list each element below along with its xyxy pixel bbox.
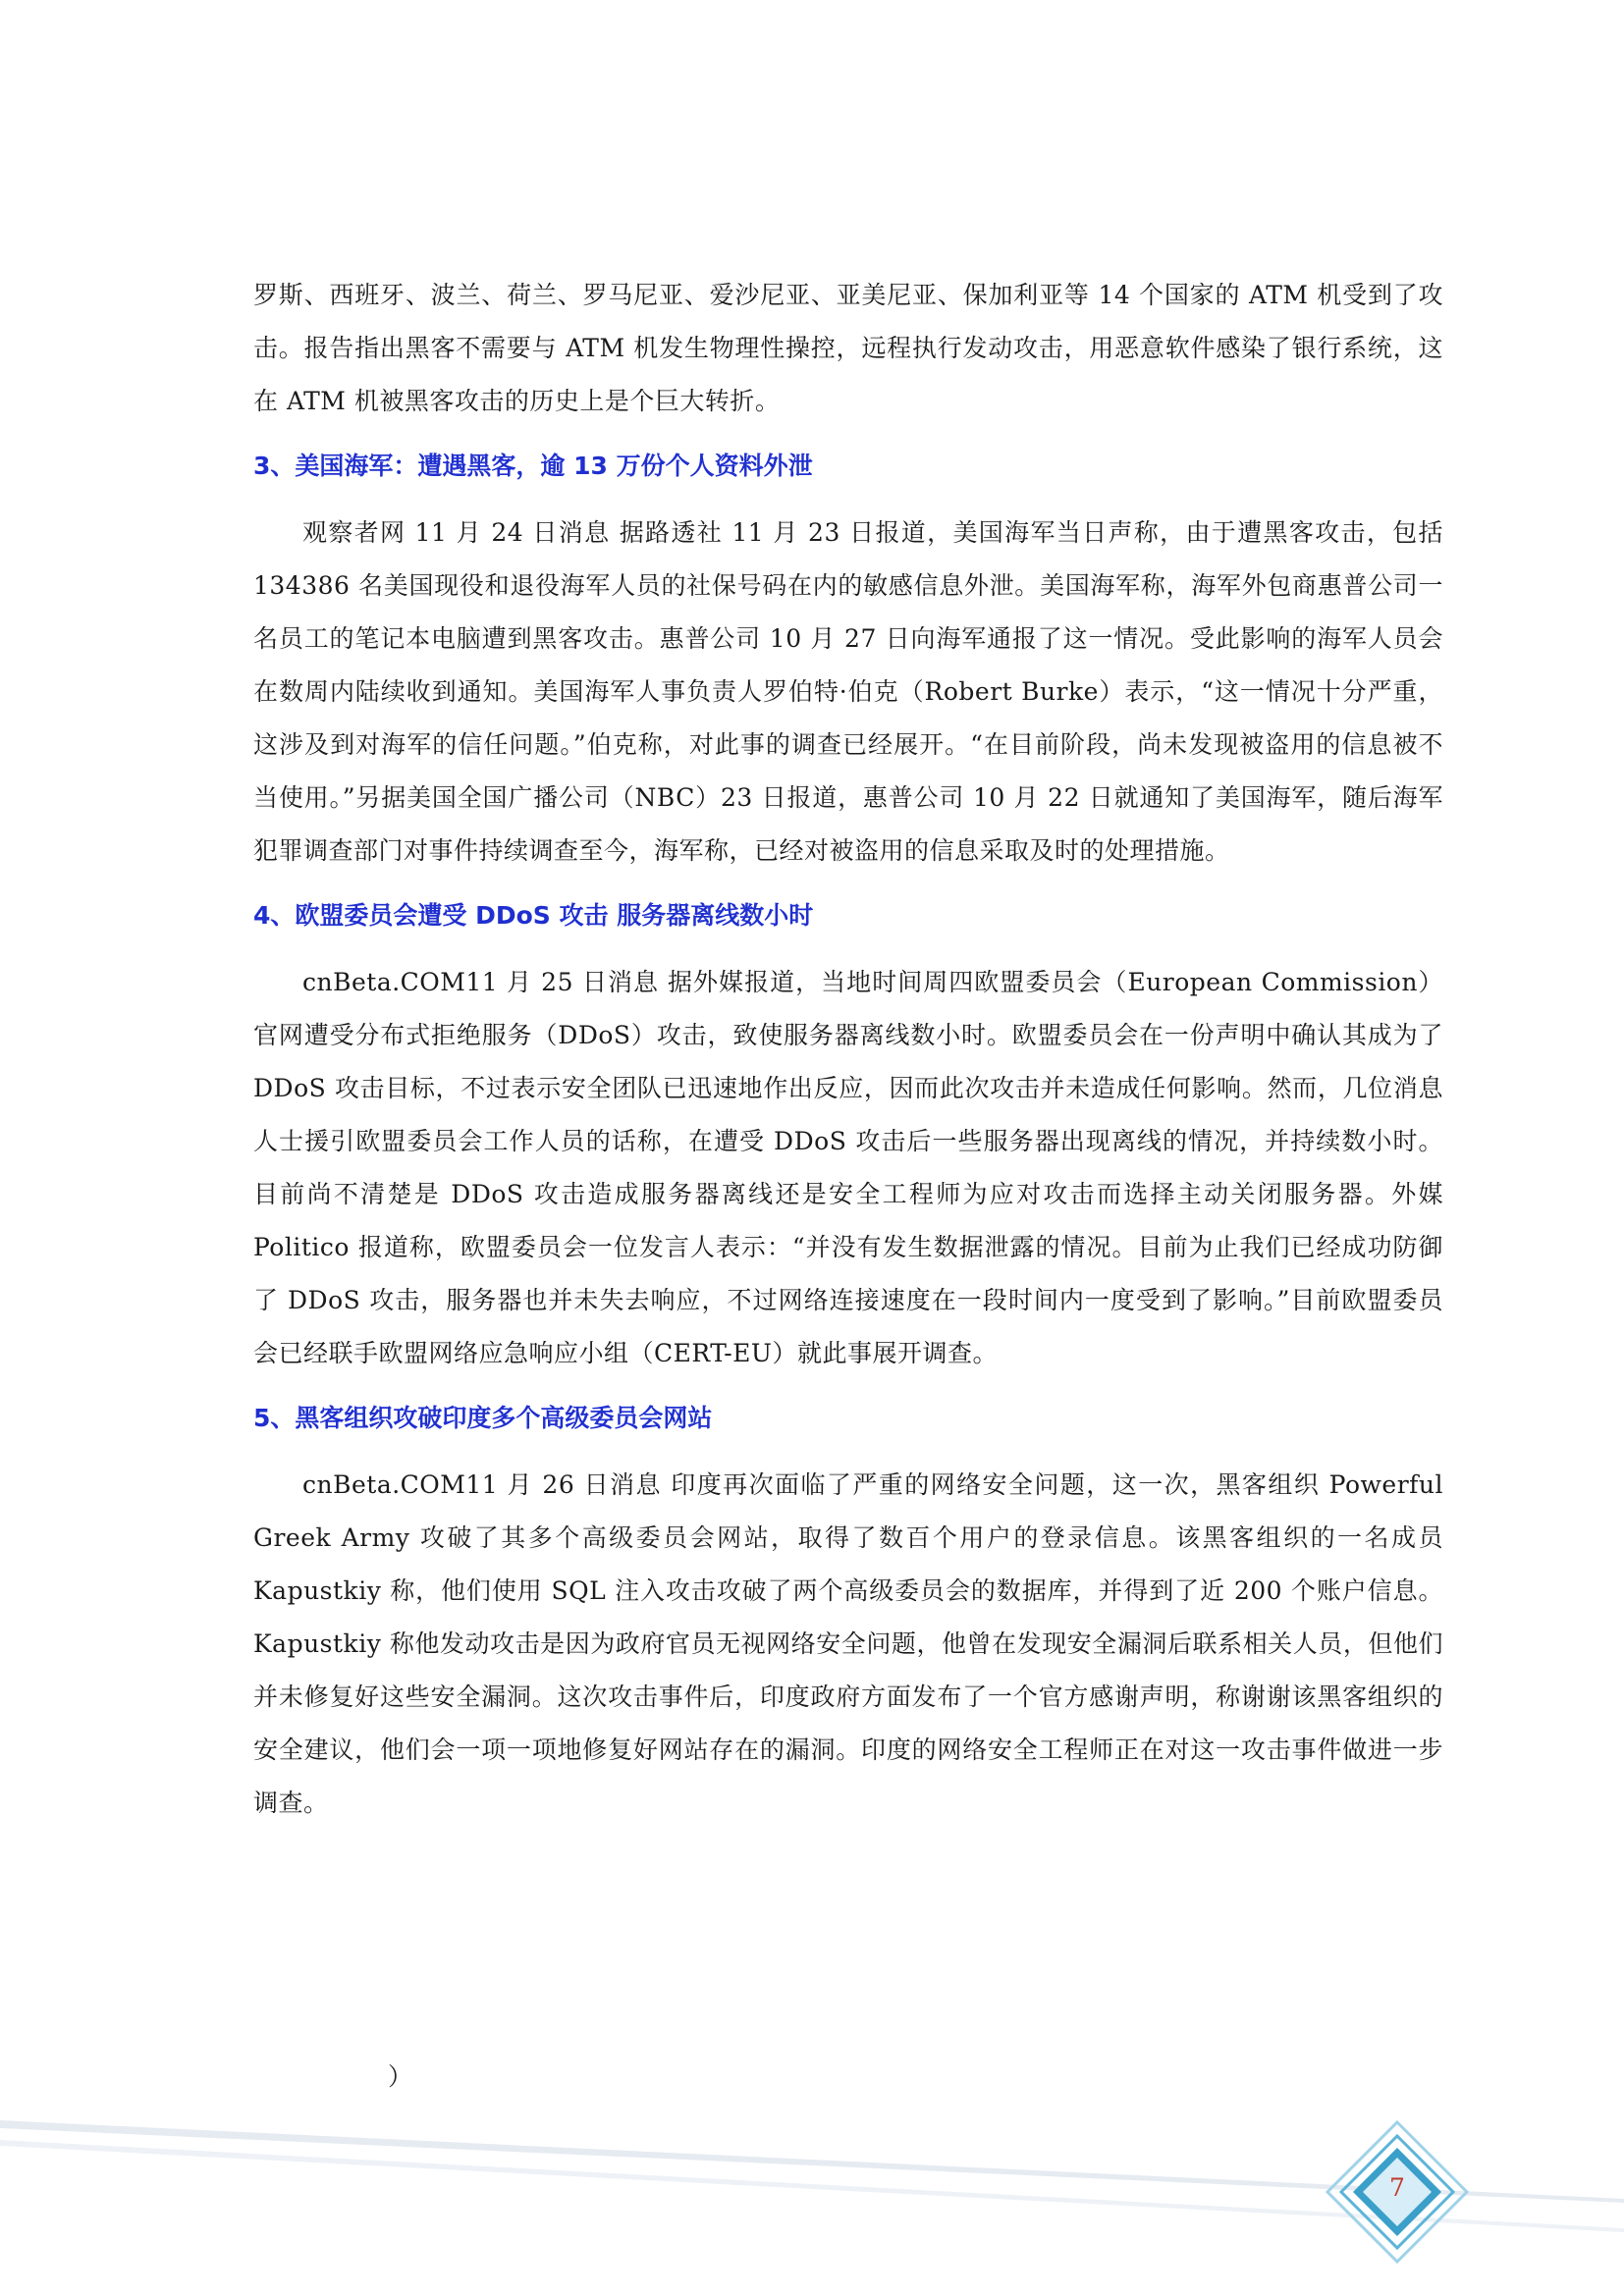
paragraph-india-hack: cnBeta.COM11 月 26 日消息 印度再次面临了严重的网络安全问题，这一次，黑客组织 Powerful Greek Army 攻破了其多个高级委员会网站，取得了数百个用户的登录信息。该黑客组织的一名成员 Kapustkiy 称，他们使用 SQL 注入攻击攻破了两个高级委员会的数据库，并得到了近 200 个账户信息。Kapustkiy 称他发动攻击是因为政府官员无视网络安全问题，他曾在发现安全漏洞后联系相关人员，但他们并未修复好这些安全漏洞。这次攻击事件后，印度政府方面发布了一个官方感谢声明，称谢谢该黑客组织的安全建议，他们会一项一项地修复好网站存在的漏洞。印度的网络安全工程师正在对这一攻击事件做进一步调查。 <box>253 1470 1443 1817</box>
section-heading-5: 5、黑客组织攻破印度多个高级委员会网站 <box>253 1404 713 1432</box>
stray-parenthesis: ） <box>388 2062 413 2091</box>
paragraph-atm-continuation: 罗斯、西班牙、波兰、荷兰、罗马尼亚、爱沙尼亚、亚美尼亚、保加利亚等 14 个国家的 ATM 机受到了攻击。报告指出黑客不需要与 ATM 机发生物理性操控，远程执行发动攻击，用恶意软件感染了银行系统，这在 ATM 机被黑客攻击的历史上是个巨大转折。 <box>253 281 1443 415</box>
section-heading-3: 3、美国海军：遭遇黑客，逾 13 万份个人资料外泄 <box>253 452 813 480</box>
page-number: 7 <box>1389 2173 1405 2202</box>
section-heading-4: 4、欧盟委员会遭受 DDoS 攻击 服务器离线数小时 <box>253 901 814 930</box>
paragraph-us-navy: 观察者网 11 月 24 日消息 据路透社 11 月 23 日报道，美国海军当日声称，由于遭黑客攻击，包括 134386 名美国现役和退役海军人员的社保号码在内的敏感信息外泄。美国海军称，海军外包商惠普公司一名员工的笔记本电脑遭到黑客攻击。惠普公司 10 月 27 日向海军通报了这一情况。受此影响的海军人员会在数周内陆续收到通知。美国海军人事负责人罗伯特·伯克（Robert Burke）表示，“这一情况十分严重，这涉及到对海军的信任问题。”伯克称，对此事的调查已经展开。“在目前阶段，尚未发现被盗用的信息被不当使用。”另据美国全国广播公司（NBC）23 日报道，惠普公司 10 月 22 日就通知了美国海军，随后海军犯罪调查部门对事件持续调查至今，海军称，已经对被盗用的信息采取及时的处理措施。 <box>253 518 1443 865</box>
paragraph-eu-ddos: cnBeta.COM11 月 25 日消息 据外媒报道，当地时间周四欧盟委员会（European Commission）官网遭受分布式拒绝服务（DDoS）攻击，致使服务器离线数小时。欧盟委员会在一份声明中确认其成为了 DDoS 攻击目标，不过表示安全团队已迅速地作出反应，因而此次攻击并未造成任何影响。然而，几位消息人士援引欧盟委员会工作人员的话称，在遭受 DDoS 攻击后一些服务器出现离线的情况，并持续数小时。目前尚不清楚是 DDoS 攻击造成服务器离线还是安全工程师为应对攻击而选择主动关闭服务器。外媒 Politico 报道称，欧盟委员会一位发言人表示：“并没有发生数据泄露的情况。目前为止我们已经成功防御了 DDoS 攻击，服务器也并未失去响应，不过网络连接速度在一段时间内一度受到了影响。”目前欧盟委员会已经联手欧盟网络应急响应小组（CERT-EU）就此事展开调查。 <box>253 968 1443 1367</box>
article-body <box>253 269 1443 1830</box>
